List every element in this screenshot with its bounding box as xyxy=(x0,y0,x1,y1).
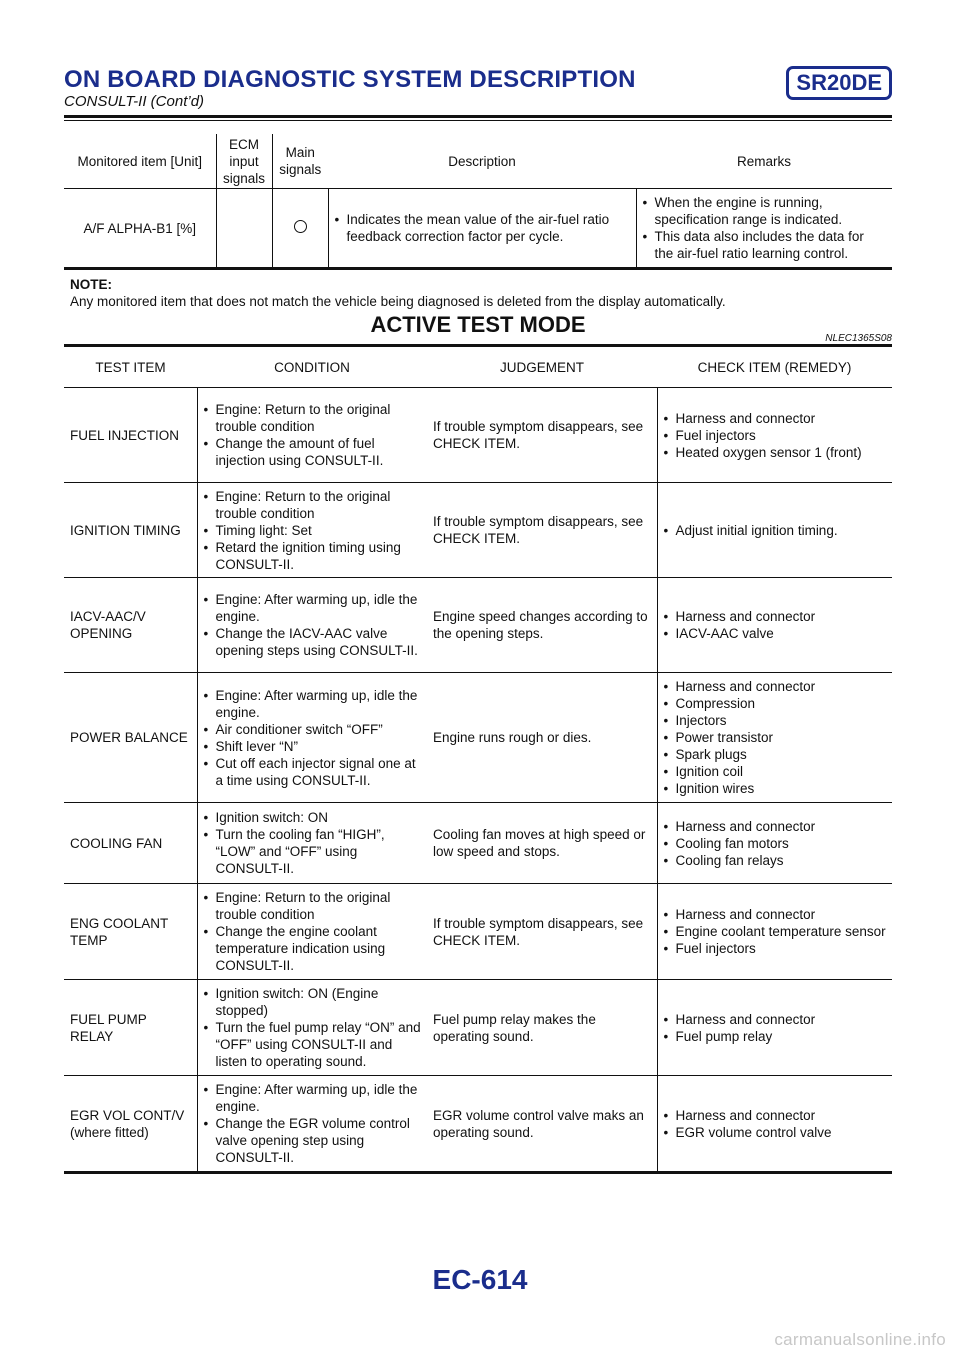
note-text: Any monitored item that does not match the vehicle being diagnosed is deleted from the display automatically. xyxy=(70,294,726,309)
table-header-row xyxy=(64,134,892,189)
column-header: JUDGEMENT xyxy=(427,347,657,388)
ecm-input-cell xyxy=(216,189,272,269)
check-item-cell xyxy=(657,803,892,884)
check-item-cell xyxy=(657,578,892,673)
main-signal-circle-icon xyxy=(294,220,307,233)
header-rule-thick xyxy=(64,115,892,118)
list-item: • Timing light: Set xyxy=(204,522,422,539)
list-item: • Harness and connector xyxy=(664,608,887,625)
table-row xyxy=(64,388,892,483)
list-item: • When the engine is running, specification range is indicated. xyxy=(643,194,887,228)
check-item-cell xyxy=(657,1076,892,1173)
list-item: • Injectors xyxy=(664,712,887,729)
condition-cell xyxy=(197,1076,427,1173)
check-item-cell xyxy=(657,673,892,803)
list-item: • Cut off each injector signal one at a time using CONSULT-II. xyxy=(204,755,422,789)
condition-cell xyxy=(197,578,427,673)
active-test-table xyxy=(64,347,892,1174)
list-item: • Power transistor xyxy=(664,729,887,746)
description-list xyxy=(335,211,630,245)
column-header: TEST ITEM xyxy=(64,347,197,388)
column-header: ECM input signals xyxy=(216,134,272,189)
column-header: Description xyxy=(328,134,636,189)
list-item: • Engine coolant temperature sensor xyxy=(664,923,887,940)
table-header-row xyxy=(64,347,892,388)
test-item-cell: IACV-AAC/V OPENING xyxy=(64,578,197,673)
test-item-cell: ENG COOLANT TEMP xyxy=(64,884,197,980)
page-subtitle: CONSULT-II (Cont’d) xyxy=(64,93,205,110)
check-item-cell xyxy=(657,980,892,1076)
monitor-item-table xyxy=(64,134,892,270)
list-item: • Heated oxygen sensor 1 (front) xyxy=(664,444,887,461)
list-item: • Harness and connector xyxy=(664,410,887,427)
list-item: • Ignition coil xyxy=(664,763,887,780)
section-code: NLEC1365S08 xyxy=(825,333,892,344)
remarks-list xyxy=(643,194,887,262)
test-item-cell: FUEL INJECTION xyxy=(64,388,197,483)
test-item-cell: POWER BALANCE xyxy=(64,673,197,803)
table-row xyxy=(64,189,892,269)
list-item: • Compression xyxy=(664,695,887,712)
list-item: • Air conditioner switch “OFF” xyxy=(204,721,422,738)
judgement-cell: If trouble symptom disappears, see CHECK ITEM. xyxy=(427,483,657,578)
main-signal-cell xyxy=(272,189,328,269)
list-item: • Harness and connector xyxy=(664,818,887,835)
list-item: • This data also includes the data for the air-fuel ratio learning control. xyxy=(643,228,887,262)
list-item: • Fuel pump relay xyxy=(664,1028,887,1045)
list-item: • Engine: After warming up, idle the engine. xyxy=(204,687,422,721)
list-item: • Cooling fan motors xyxy=(664,835,887,852)
condition-cell xyxy=(197,388,427,483)
table-row xyxy=(64,578,892,673)
test-item-cell: EGR VOL CONT/V (where fitted) xyxy=(64,1076,197,1173)
judgement-cell: Fuel pump relay makes the operating sound. xyxy=(427,980,657,1076)
list-item: • Indicates the mean value of the air-fuel ratio feedback correction factor per cycle. xyxy=(335,211,630,245)
check-item-cell xyxy=(657,884,892,980)
list-item: • Fuel injectors xyxy=(664,427,887,444)
column-header: Monitored item [Unit] xyxy=(64,134,216,189)
condition-cell xyxy=(197,673,427,803)
list-item: • Turn the cooling fan “HIGH”, “LOW” and “OFF” using CONSULT-II. xyxy=(204,826,422,877)
table-row xyxy=(64,673,892,803)
judgement-cell: If trouble symptom disappears, see CHECK ITEM. xyxy=(427,884,657,980)
check-item-cell xyxy=(657,388,892,483)
monitored-item-cell: A/F ALPHA-B1 [%] xyxy=(64,189,216,269)
list-item: • Engine: After warming up, idle the engine. xyxy=(204,591,422,625)
list-item: • Turn the fuel pump relay “ON” and “OFF” using CONSULT-II and listen to operating sound. xyxy=(204,1019,422,1070)
header-rule-thin xyxy=(64,120,892,121)
list-item: • Retard the ignition timing using CONSULT-II. xyxy=(204,539,422,573)
page-header xyxy=(64,66,892,126)
watermark: carmanualsonline.info xyxy=(774,1330,946,1349)
check-item-cell xyxy=(657,483,892,578)
list-item: • Engine: Return to the original trouble condition xyxy=(204,488,422,522)
table-row xyxy=(64,980,892,1076)
column-header: CHECK ITEM (REMEDY) xyxy=(657,347,892,388)
table-row xyxy=(64,1076,892,1173)
list-item: • Change the engine coolant temperature indication using CONSULT-II. xyxy=(204,923,422,974)
test-item-cell: FUEL PUMP RELAY xyxy=(64,980,197,1076)
condition-cell xyxy=(197,803,427,884)
page-number: EC-614 xyxy=(432,1264,528,1295)
engine-code-badge: SR20DE xyxy=(786,66,892,100)
page-title: ON BOARD DIAGNOSTIC SYSTEM DESCRIPTION xyxy=(64,66,636,93)
list-item: • Engine: Return to the original trouble condition xyxy=(204,401,422,435)
list-item: • Fuel injectors xyxy=(664,940,887,957)
list-item: • Engine: After warming up, idle the engine. xyxy=(204,1081,422,1115)
list-item: • Harness and connector xyxy=(664,1107,887,1124)
list-item: • Change the EGR volume control valve opening step using CONSULT-II. xyxy=(204,1115,422,1166)
judgement-cell: Engine runs rough or dies. xyxy=(427,673,657,803)
list-item: • Ignition switch: ON (Engine stopped) xyxy=(204,985,422,1019)
table-row xyxy=(64,803,892,884)
remarks-cell xyxy=(636,189,892,269)
list-item: • Change the IACV-AAC valve opening steps using CONSULT-II. xyxy=(204,625,422,659)
judgement-cell: If trouble symptom disappears, see CHECK ITEM. xyxy=(427,388,657,483)
list-item: • Ignition switch: ON xyxy=(204,809,422,826)
list-item: • Harness and connector xyxy=(664,678,887,695)
list-item: • Ignition wires xyxy=(664,780,887,797)
table-row xyxy=(64,884,892,980)
list-item: • Shift lever “N” xyxy=(204,738,422,755)
section-title: ACTIVE TEST MODE xyxy=(370,312,586,337)
note-label: NOTE: xyxy=(70,277,112,292)
list-item: • Spark plugs xyxy=(664,746,887,763)
list-item: • Harness and connector xyxy=(664,906,887,923)
list-item: • IACV-AAC valve xyxy=(664,625,887,642)
column-header: Main signals xyxy=(272,134,328,189)
test-item-cell: COOLING FAN xyxy=(64,803,197,884)
list-item: • Engine: Return to the original trouble condition xyxy=(204,889,422,923)
condition-cell xyxy=(197,884,427,980)
test-item-cell: IGNITION TIMING xyxy=(64,483,197,578)
list-item: • Change the amount of fuel injection using CONSULT-II. xyxy=(204,435,422,469)
condition-cell xyxy=(197,483,427,578)
table-row xyxy=(64,483,892,578)
condition-cell xyxy=(197,980,427,1076)
list-item: • Harness and connector xyxy=(664,1011,887,1028)
description-cell xyxy=(328,189,636,269)
list-item: • EGR volume control valve xyxy=(664,1124,887,1141)
column-header: Remarks xyxy=(636,134,892,189)
column-header: CONDITION xyxy=(197,347,427,388)
judgement-cell: Engine speed changes according to the opening steps. xyxy=(427,578,657,673)
judgement-cell: EGR volume control valve maks an operating sound. xyxy=(427,1076,657,1173)
note-block xyxy=(70,276,726,310)
judgement-cell: Cooling fan moves at high speed or low speed and stops. xyxy=(427,803,657,884)
list-item: • Adjust initial ignition timing. xyxy=(664,522,887,539)
list-item: • Cooling fan relays xyxy=(664,852,887,869)
